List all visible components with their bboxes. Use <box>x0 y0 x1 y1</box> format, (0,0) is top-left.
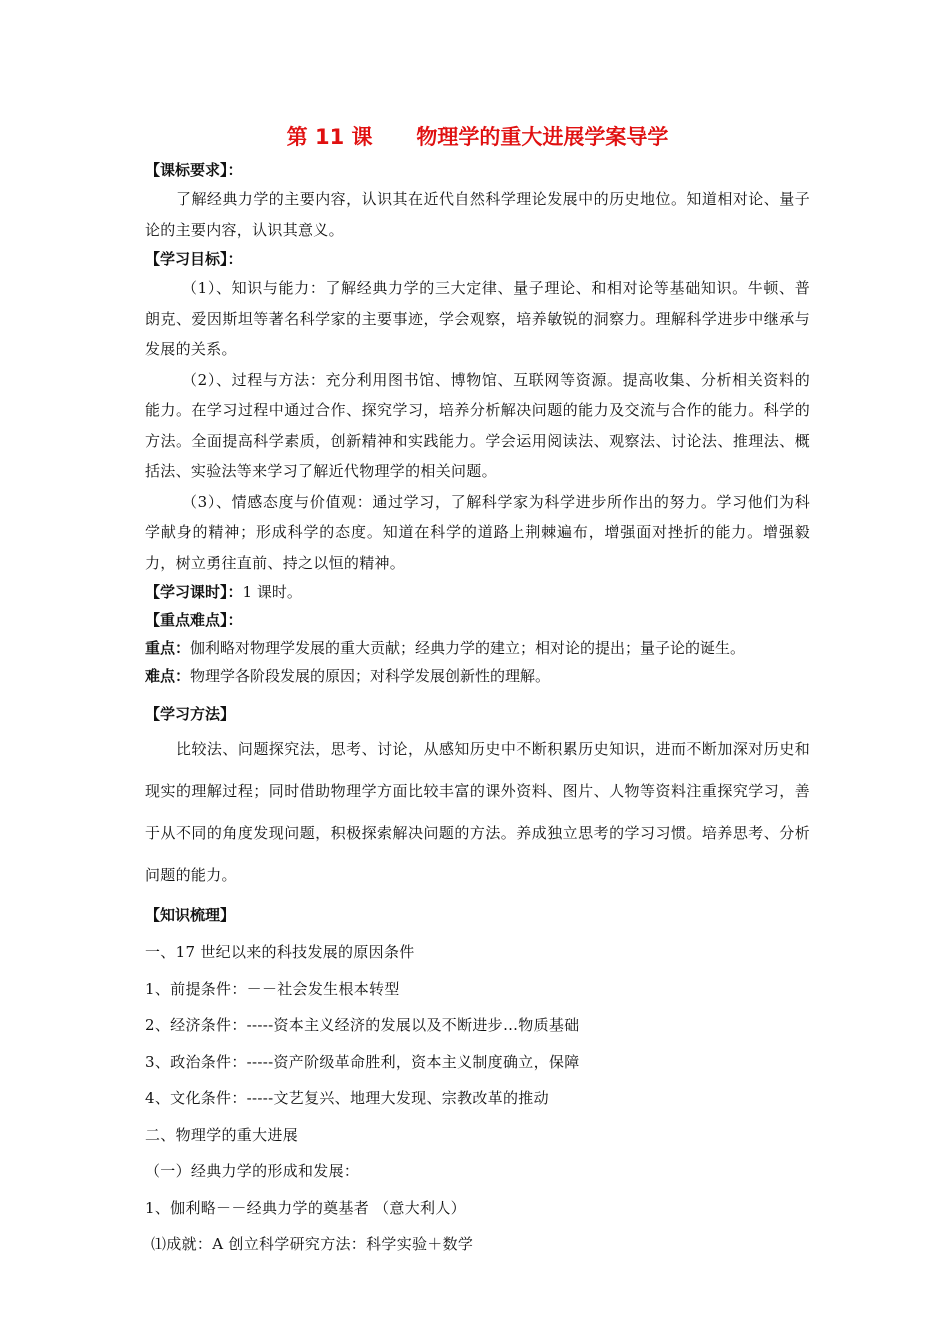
objective-item-1: （1）、知识与能力：了解经典力学的三大定律、量子理论、和相对论等基础知识。牛顿、普朗克、爱因斯坦等著名科学家的主要事迹，学会观察，培养敏锐的洞察力。理解科学进步中继承与发展的关系。 <box>145 279 810 358</box>
hours-row <box>145 578 810 606</box>
key-point-row <box>145 634 810 662</box>
knowledge-line: 2、经济条件：-----资本主义经济的发展以及不断进步…物质基础 <box>145 1016 580 1034</box>
curriculum-text: 了解经典力学的主要内容，认识其在近代自然科学理论发展中的历史地位。知道相对论、量子论的主要内容，认识其意义。 <box>145 190 810 239</box>
knowledge-line: ⑴成就：A 创立科学研究方法：科学实验＋数学 <box>151 1235 474 1253</box>
hours-heading: 【学习课时】： <box>145 583 243 601</box>
knowledge-section <box>145 896 810 1263</box>
knowledge-line: 二、物理学的重大进展 <box>145 1125 299 1144</box>
difficulty-text: 物理学各阶段发展的原因；对科学发展创新性的理解。 <box>190 667 551 685</box>
method-heading: 【学习方法】 <box>145 705 236 723</box>
knowledge-line: 3、政治条件：-----资产阶级革命胜利，资本主义制度确立，保障 <box>145 1052 580 1071</box>
method-text: 比较法、问题探究法，思考、讨论，从感知历史中不断积累历史知识，进而不断加深对历史和现实的理解过程；同时借助物理学方面比较丰富的课外资料、图片、人物等资料注重探究学习，善于从不同的角度发现问题，积极探索解决问题的方法。养成独立思考的学习习惯。培养思考、分析问题的能力。 <box>145 740 810 884</box>
knowledge-line: 1、伽利略－－经典力学的奠基者 （意大利人） <box>145 1198 466 1217</box>
method-section <box>145 700 810 896</box>
objectives-heading: 【学习目标】： <box>145 250 243 268</box>
knowledge-line: 1、前提条件：－－社会发生根本转型 <box>145 979 400 998</box>
difficulty-label: 难点： <box>145 667 191 685</box>
key-point-label: 重点： <box>145 639 191 657</box>
keypoints-heading: 【重点难点】： <box>145 611 243 629</box>
knowledge-line: （一）经典力学的形成和发展： <box>145 1162 360 1180</box>
objective-item-3: （3）、情感态度与价值观：通过学习，了解科学家为科学进步所作出的努力。学习他们为科学献身的精神；形成科学的态度。知道在科学的道路上荆棘遍布，增强面对挫折的能力。增强毅力，树立勇往直前、持之以恒的精神。 <box>145 492 810 572</box>
knowledge-line: 一、17 世纪以来的科技发展的原因条件 <box>145 943 415 961</box>
knowledge-line: 4、文化条件：-----文艺复兴、地理大发现、宗教改革的推动 <box>145 1089 549 1107</box>
page-title: 第 11 课 物理学的重大进展学案导学 <box>286 125 669 149</box>
key-point-text: 伽利略对物理学发展的重大贡献；经典力学的建立；相对论的提出；量子论的诞生。 <box>190 639 746 657</box>
difficulty-row <box>145 662 810 690</box>
curriculum-heading: 【课标要求】： <box>145 161 243 179</box>
document-page <box>145 120 810 1263</box>
hours-value: 1 课时。 <box>242 583 302 601</box>
knowledge-heading: 【知识梳理】 <box>145 906 236 924</box>
objective-item-2: （2）、过程与方法：充分利用图书馆、博物馆、互联网等资源。提高收集、分析相关资料的能力。在学习过程中通过合作、探究学习，培养分析解决问题的能力及交流与合作的能力。科学的方法。全面提高科学素质，创新精神和实践能力。学会运用阅读法、观察法、讨论法、推理法、概括法、实验法等来学习了解近代物理学的相关问题。 <box>145 370 810 480</box>
